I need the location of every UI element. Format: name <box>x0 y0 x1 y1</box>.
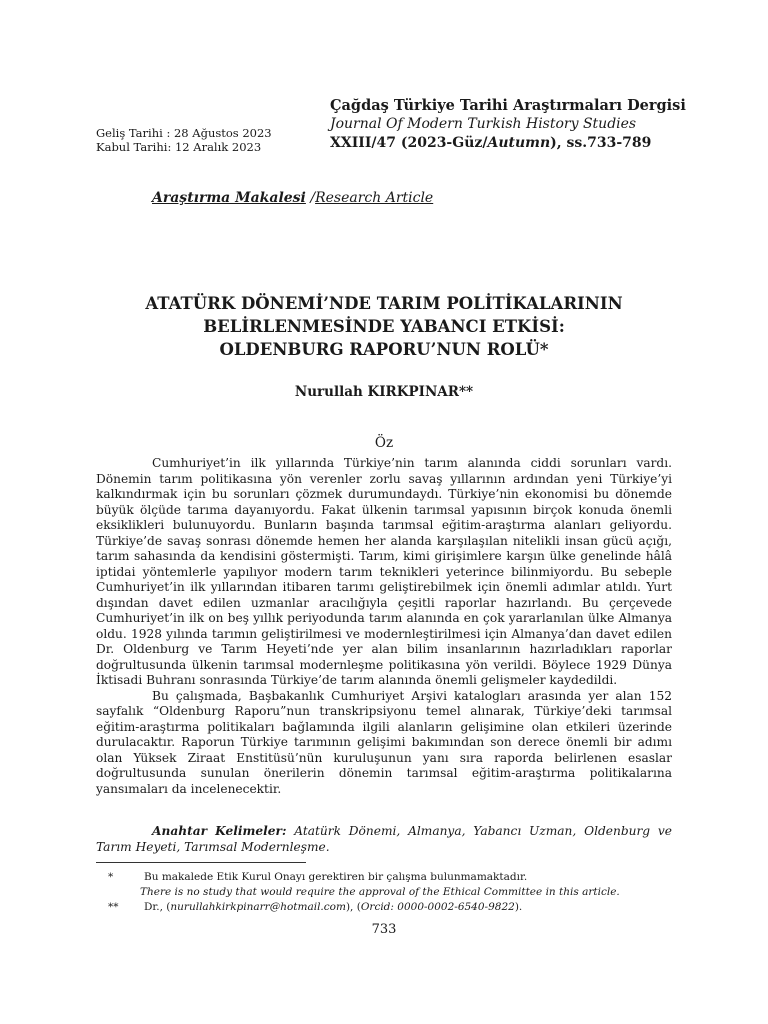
footnote-divider <box>96 862 306 863</box>
keywords <box>96 823 672 855</box>
author-name: Nurullah KIRKPINAR** <box>294 384 474 400</box>
footnote-1-text-en: There is no study that would require the approval of the Ethical Committee in this article. <box>140 886 620 898</box>
article-type-tr: Araştırma Makalesi <box>152 190 306 206</box>
title-line-2: BELİRLENMESİNDE YABANCI ETKİSİ: <box>203 317 565 336</box>
author-email: nurullahkirkpinarr@hotmail.com <box>170 901 346 913</box>
author-orcid: Orcid: 0000-0002-6540-9822 <box>360 901 515 913</box>
article-title <box>96 292 672 361</box>
received-date: Geliş Tarihi : 28 Ağustos 2023 <box>96 126 272 140</box>
journal-header <box>330 96 686 153</box>
submission-dates <box>96 126 272 154</box>
keywords-label: Anahtar Kelimeler: <box>152 824 287 838</box>
footnote-1-mark: * <box>108 871 114 883</box>
footnote-1-text-tr: Bu makalede Etik Kurul Onayı gerektiren bir çalışma bulunmamaktadır. <box>144 871 528 883</box>
journal-title-en: Journal Of Modern Turkish History Studies <box>330 116 637 132</box>
article-type-separator: / <box>305 190 316 206</box>
accepted-date: Kabul Tarihi: 12 Aralık 2023 <box>96 140 262 154</box>
footnote-2-suffix: ). <box>514 901 523 913</box>
footnote-2 <box>108 901 522 914</box>
article-type <box>152 190 433 206</box>
volume-suffix: ), ss.733-789 <box>550 135 652 151</box>
journal-title-tr: Çağdaş Türkiye Tarihi Araştırmaları Dergisi <box>330 97 686 114</box>
abstract-heading: Öz <box>374 435 394 451</box>
abstract-body <box>96 456 672 797</box>
footnote-2-mark: ** <box>108 901 119 913</box>
abstract-paragraph-1: Cumhuriyet’in ilk yıllarında Türkiye’nin tarım alanında ciddi sorunları vardı. Dönemin tarım politikasına yön verenler zorlu savaş yıllarının ardından yeni Türkiye’yi kalkındırmak için bu sorunları çözmek durumundaydı. Türkiye’nin ekonomisi bu dönemde büyük ölçüde tarıma dayanıyordu. Fakat ülkenin tarımsal yapısının birçok konuda önemli eksiklikleri bulunuyordu. Bunların başında tarımsal eğitim-araştırma alanları geliyordu. Türkiye’de savaş sonrası dönemde hemen her alanda karşılaşılan nitelikli insan gücü açığı, tarım sahasında da kendisini göstermişti. Tarım, kimi girişimlere karşın ülke genelinde hâlâ iptidai yöntemlerle yapılıyor modern tarım teknikleri yeterince bilinmiyordu. Bu sebeple Cumhuriyet’in ilk yıllarından itibaren tarımı geliştirebilmek için önemli adımlar atıldı. Yurt dışından davet edilen uzmanlar aracılığıyla çeşitli raporlar hazırlandı. Bu çerçevede Cumhuriyet’in ilk on beş yıllık periyodunda tarım alanında en çok yararlanılan ülke Almanya oldu. 1928 yılında tarımın geliştirilmesi ve modernleştirilmesi için Almanya’dan davet edilen Dr. Oldenburg ve Tarım Heyeti’nde yer alan bilim insanlarının hazırladıkları raporlar doğrultusunda ülkenin tarımsal modernleşme politikasına yön verildi. Böylece 1929 Dünya İktisadi Buhranı sonrasında Türkiye’de tarım alanında önemli gelişmeler kaydedildi. <box>96 456 672 687</box>
title-line-3: OLDENBURG RAPORU’NUN ROLÜ* <box>219 340 549 359</box>
footnote-1 <box>108 871 527 884</box>
title-line-1: ATATÜRK DÖNEMİ’NDE TARIM POLİTİKALARININ <box>145 294 623 313</box>
article-type-en: Research Article <box>315 190 434 206</box>
page-number: 733 <box>371 922 397 937</box>
volume-prefix: XXIII/47 (2023-Güz/ <box>330 135 488 151</box>
keywords-text: Atatürk Dönemi, Almanya, Yabancı Uzman, Oldenburg ve Tarım Heyeti, Tarımsal Modernleşme. <box>96 824 672 854</box>
volume-season-en: Autumn <box>487 135 551 151</box>
footnote-2-mid: ), ( <box>345 901 361 913</box>
journal-volume <box>330 134 686 153</box>
abstract-paragraph-2: Bu çalışmada, Başbakanlık Cumhuriyet Arşivi katalogları arasında yer alan 152 sayfalık “Oldenburg Raporu”nun transkripsiyonu temel alınarak, Türkiye’deki tarımsal eğitim-araştırma politikaları bağlamında ilgili alanların gelişimine olan etkileri üzerinde durulacaktır. Raporun Türkiye tarımının gelişimi bakımından son derece önemli bir adımı olan Yüksek Ziraat Enstitüsü’nün kuruluşunun yanı sıra raporda belirlenen esaslar doğrultusunda sunulan önerilerin dönemin tarımsal eğitim-araştırma politikalarına yansımaları da incelenecektir. <box>96 688 672 796</box>
footnote-2-prefix: Dr., ( <box>144 901 171 913</box>
